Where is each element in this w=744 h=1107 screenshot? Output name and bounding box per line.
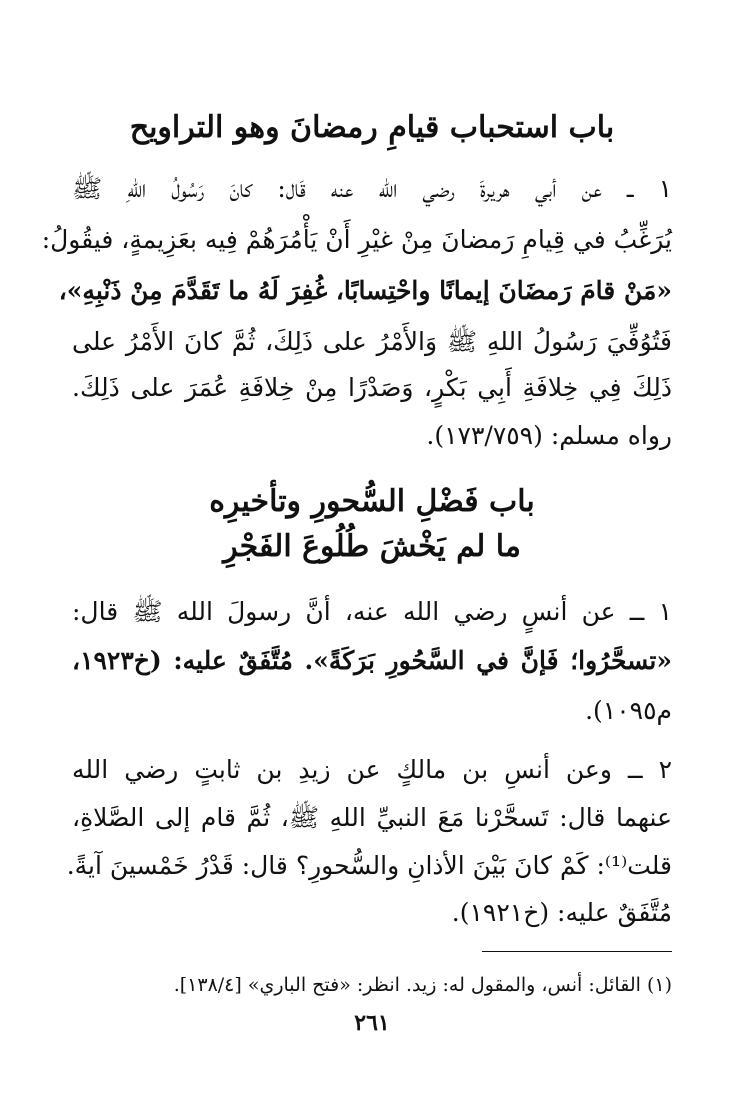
hadith-line: فَتُوُفِّيَ رَسُولُ اللهِ ﷺ وَالأَمْرُ على ذَلِكَ، ثُمَّ كانَ الأَمْرُ على bbox=[72, 327, 672, 356]
hadith-line: ذَلِكَ فِي خِلافَةِ أَبِي بَكْرٍ، وَصَدْرًا مِنْ خِلافَةِ عُمَرَ على ذَلِكَ. bbox=[72, 373, 672, 402]
section-heading-taraweeh: باب استحباب قيامِ رمضانَ وهو التراويح bbox=[129, 110, 615, 145]
hadith-line: ١ ــ عن أنسٍ رضي الله عنه، أنَّ رسولَ الله ﷺ قال: bbox=[72, 597, 672, 626]
hadith-line: عنهما قال: تَسحَّرْنا مَعَ النبيِّ اللهِ ﷺ، ثُمَّ قام إلى الصَّلاةِ، bbox=[72, 803, 672, 832]
hadith-source: مُتَّفَقٌ عليه: (خ١٩٢١). bbox=[451, 898, 672, 927]
hadith-quote-line: «مَنْ قامَ رَمضَانَ إيمانًا واحْتِسابًا، غُفِرَ لَهُ ما تَقَدَّمَ مِنْ ذَنْبِهِ»، bbox=[58, 276, 672, 305]
page-number: ٢٦١ bbox=[354, 1010, 390, 1036]
hadith-quote-line: «تسحَّرُوا؛ فَإنَّ في السَّحُورِ بَرَكَةً». مُتَّفَقٌ عليه: (خ١٩٢٣، bbox=[72, 646, 672, 675]
hadith-line: ٢ ــ وعن أنسِ بن مالكٍ عن زيدِ بن ثابتٍ رضي الله bbox=[72, 755, 672, 784]
hadith-source: رواه مسلم: (١٧٣/٧٥٩). bbox=[426, 421, 672, 450]
hadith-line: قلت⁽¹⁾: كَمْ كانَ بَيْنَ الأذانِ والسُّحورِ؟ قال: قَدْرُ خَمْسينَ آيةً. bbox=[66, 851, 672, 880]
hadith-source: م١٠٩٥). bbox=[585, 696, 672, 725]
section-heading-suhoor: باب فَضْلِ السُّحورِ وتأخيرِه bbox=[209, 484, 535, 519]
hadith-line: يُرَغِّبُ في قِيامِ رَمضانَ مِنْ غيْرِ أَنْ يَأْمُرَهُمْ فِيه بعَزِيمةٍ، فيقُولُ: bbox=[41, 225, 672, 254]
section-heading-suhoor-subtitle: ما لم يَخْشَ طُلُوعَ الفَجْرِ bbox=[223, 529, 521, 564]
hadith-line: ١ ــ عن أبي هريرةَ رضي الله عنه قَال: كانَ رَسُولُ اللهِ ﷺ bbox=[72, 174, 672, 203]
footnote-divider bbox=[482, 951, 672, 952]
footnote: (١) القائل: أنس، والمقول له: زيد. انظر: «فتح الباري» [١٣٨/٤]. bbox=[173, 974, 672, 996]
